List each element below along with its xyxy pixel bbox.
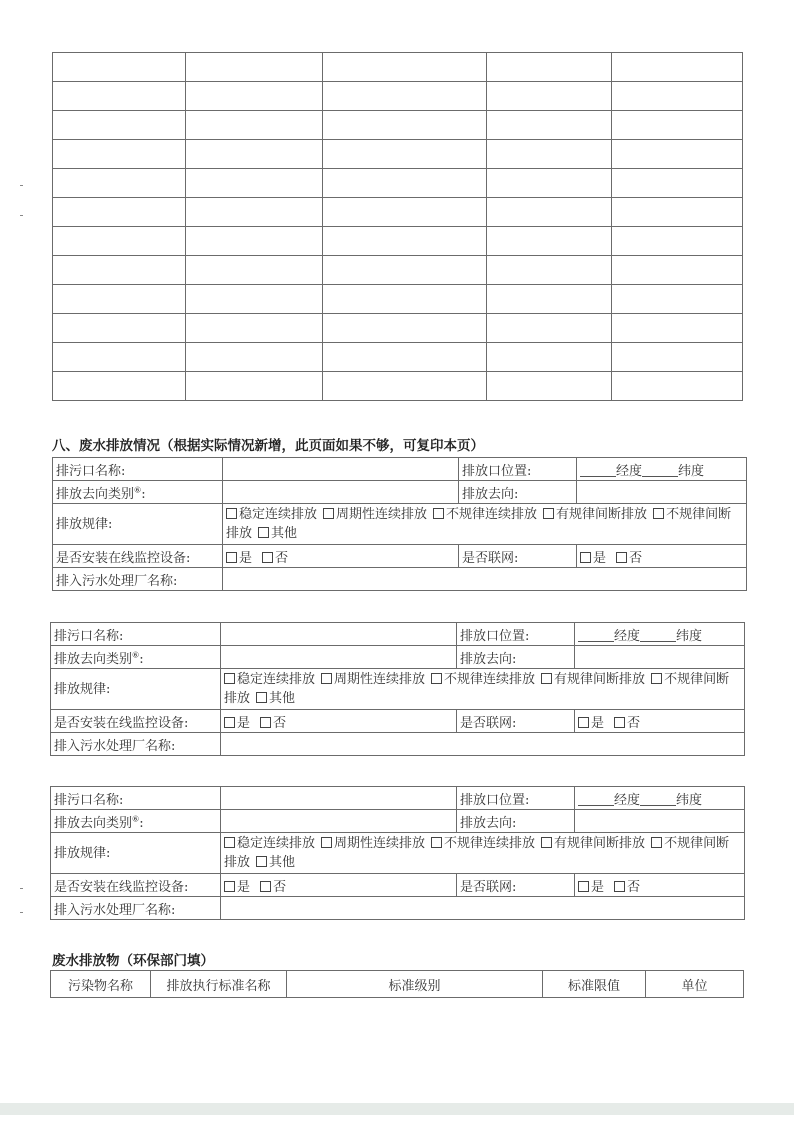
pollutant-header: 标准级别 [287, 971, 543, 998]
opt-periodic-checkbox[interactable]: 周期性连续排放 [323, 507, 427, 522]
blank-cell[interactable] [612, 169, 743, 198]
network-no-checkbox[interactable]: 否 [614, 880, 640, 895]
blank-row [53, 372, 743, 401]
outlet-name-field[interactable] [223, 458, 459, 481]
monitor-no-checkbox[interactable]: 否 [262, 551, 288, 566]
blank-row [53, 82, 743, 111]
pollutant-header: 污染物名称 [51, 971, 151, 998]
blank-row [53, 198, 743, 227]
blank-cell[interactable] [323, 314, 487, 343]
network-options [575, 710, 745, 733]
blank-cell[interactable] [487, 140, 612, 169]
opt-stable-checkbox[interactable]: 稳定连续排放 [224, 836, 315, 851]
blank-cell[interactable] [487, 372, 612, 401]
outlet-position-label: 排放口位置: [457, 623, 575, 646]
blank-cell[interactable] [487, 82, 612, 111]
blank-row [53, 343, 743, 372]
pattern-label: 排放规律: [51, 833, 221, 874]
blank-row [53, 256, 743, 285]
blank-cell[interactable] [323, 343, 487, 372]
blank-cell[interactable] [487, 256, 612, 285]
dest-field[interactable] [577, 481, 747, 504]
pollutant-header: 单位 [646, 971, 744, 998]
blank-cell[interactable] [612, 285, 743, 314]
blank-cell[interactable] [323, 285, 487, 314]
monitor-no-checkbox[interactable]: 否 [260, 716, 286, 731]
plant-field[interactable] [221, 897, 745, 920]
blank-cell[interactable] [53, 53, 186, 82]
blank-cell[interactable] [186, 53, 323, 82]
margin-mark [20, 215, 23, 216]
dest-field[interactable] [575, 810, 745, 833]
dest-type-field[interactable] [221, 810, 457, 833]
blank-cell[interactable] [487, 169, 612, 198]
monitor-no-checkbox[interactable]: 否 [260, 880, 286, 895]
blank-row [53, 111, 743, 140]
monitor-label: 是否安装在线监控设备: [51, 710, 221, 733]
outlet-table-1 [52, 457, 747, 591]
outlet-name-label: 排污口名称: [51, 787, 221, 810]
blank-data-table [52, 52, 743, 401]
dest-type-label: 排放去向类别⑥: [51, 810, 221, 833]
blank-cell[interactable] [53, 82, 186, 111]
blank-cell[interactable] [186, 285, 323, 314]
blank-cell[interactable] [487, 227, 612, 256]
blank-cell[interactable] [612, 372, 743, 401]
blank-cell[interactable] [186, 198, 323, 227]
blank-cell[interactable] [53, 169, 186, 198]
margin-mark [20, 888, 23, 889]
blank-cell[interactable] [186, 314, 323, 343]
dest-field[interactable] [575, 646, 745, 669]
blank-cell[interactable] [186, 343, 323, 372]
pollutant-table [50, 970, 744, 998]
dest-type-field[interactable] [221, 646, 457, 669]
plant-label: 排入污水处理厂名称: [51, 897, 221, 920]
blank-row [53, 169, 743, 198]
blank-cell[interactable] [53, 140, 186, 169]
blank-row [53, 53, 743, 82]
pattern-options [223, 504, 747, 545]
opt-irregular-intermittent-checkbox[interactable]: 不规律间断排放 [224, 836, 730, 870]
plant-field[interactable] [221, 733, 745, 756]
dest-label: 排放去向: [459, 481, 577, 504]
dest-label: 排放去向: [457, 810, 575, 833]
opt-irregular-checkbox[interactable]: 不规律连续排放 [431, 672, 535, 687]
pattern-options [221, 669, 745, 710]
blank-cell[interactable] [612, 82, 743, 111]
outlet-position-label: 排放口位置: [457, 787, 575, 810]
blank-cell[interactable] [323, 53, 487, 82]
blank-cell[interactable] [612, 227, 743, 256]
margin-mark [20, 185, 23, 186]
monitor-options [223, 545, 459, 568]
opt-regular-intermittent-checkbox[interactable]: 有规律间断排放 [541, 836, 645, 851]
pattern-label: 排放规律: [51, 669, 221, 710]
blank-cell[interactable] [612, 198, 743, 227]
monitor-yes-checkbox[interactable]: 是 [224, 880, 250, 895]
monitor-yes-checkbox[interactable]: 是 [224, 716, 250, 731]
network-options [577, 545, 747, 568]
blank-cell[interactable] [53, 314, 186, 343]
blank-cell[interactable] [323, 372, 487, 401]
outlet-name-field[interactable] [221, 623, 457, 646]
blank-cell[interactable] [612, 111, 743, 140]
blank-cell[interactable] [612, 140, 743, 169]
opt-other-checkbox[interactable]: 其他 [258, 526, 297, 541]
network-yes-checkbox[interactable]: 是 [580, 551, 606, 566]
pattern-options [221, 833, 745, 874]
pollutant-header: 排放执行标准名称 [151, 971, 287, 998]
monitor-label: 是否安装在线监控设备: [51, 874, 221, 897]
blank-cell[interactable] [487, 343, 612, 372]
network-no-checkbox[interactable]: 否 [616, 551, 642, 566]
blank-cell[interactable] [53, 372, 186, 401]
blank-cell[interactable] [53, 256, 186, 285]
blank-cell[interactable] [612, 256, 743, 285]
blank-cell[interactable] [323, 227, 487, 256]
opt-other-checkbox[interactable]: 其他 [256, 691, 295, 706]
opt-periodic-checkbox[interactable]: 周期性连续排放 [321, 672, 425, 687]
outlet-position-field[interactable]: 经度 纬度 [577, 458, 747, 481]
blank-cell[interactable] [186, 372, 323, 401]
blank-cell[interactable] [323, 111, 487, 140]
dest-type-label: 排放去向类别⑥: [51, 646, 221, 669]
section-title: 八、废水排放情况（根据实际情况新增，此页面如果不够，可复印本页） [52, 438, 484, 454]
blank-cell[interactable] [487, 53, 612, 82]
blank-cell[interactable] [186, 140, 323, 169]
blank-cell[interactable] [487, 198, 612, 227]
scan-edge-band [0, 1103, 794, 1115]
network-yes-checkbox[interactable]: 是 [578, 880, 604, 895]
outlet-position-field[interactable]: 经度 纬度 [575, 787, 745, 810]
blank-row [53, 140, 743, 169]
outlet-table-3 [50, 786, 745, 920]
outlet-position-field[interactable]: 经度 纬度 [575, 623, 745, 646]
network-no-checkbox[interactable]: 否 [614, 716, 640, 731]
plant-field[interactable] [223, 568, 747, 591]
network-label: 是否联网: [459, 545, 577, 568]
opt-irregular-checkbox[interactable]: 不规律连续排放 [431, 836, 535, 851]
blank-cell[interactable] [323, 198, 487, 227]
opt-regular-intermittent-checkbox[interactable]: 有规律间断排放 [543, 507, 647, 522]
blank-cell[interactable] [186, 256, 323, 285]
outlet-name-label: 排污口名称: [51, 623, 221, 646]
blank-cell[interactable] [53, 111, 186, 140]
monitor-yes-checkbox[interactable]: 是 [226, 551, 252, 566]
outlet-name-field[interactable] [221, 787, 457, 810]
outlet-position-label: 排放口位置: [459, 458, 577, 481]
pollutant-header: 标准限值 [543, 971, 646, 998]
opt-irregular-checkbox[interactable]: 不规律连续排放 [433, 507, 537, 522]
blank-cell[interactable] [186, 111, 323, 140]
opt-stable-checkbox[interactable]: 稳定连续排放 [226, 507, 317, 522]
blank-cell[interactable] [612, 314, 743, 343]
blank-cell[interactable] [487, 285, 612, 314]
blank-cell[interactable] [612, 343, 743, 372]
blank-cell[interactable] [323, 169, 487, 198]
monitor-options [221, 710, 457, 733]
network-label: 是否联网: [457, 874, 575, 897]
pattern-label: 排放规律: [53, 504, 223, 545]
margin-mark [20, 912, 23, 913]
dest-label: 排放去向: [457, 646, 575, 669]
blank-row [53, 314, 743, 343]
blank-cell[interactable] [186, 227, 323, 256]
blank-row [53, 227, 743, 256]
blank-cell[interactable] [53, 285, 186, 314]
outlet-table-2 [50, 622, 745, 756]
monitor-label: 是否安装在线监控设备: [53, 545, 223, 568]
blank-cell[interactable] [487, 111, 612, 140]
blank-cell[interactable] [323, 256, 487, 285]
opt-other-checkbox[interactable]: 其他 [256, 855, 295, 870]
blank-cell[interactable] [487, 314, 612, 343]
blank-row [53, 285, 743, 314]
blank-cell[interactable] [323, 140, 487, 169]
dest-type-field[interactable] [223, 481, 459, 504]
blank-cell[interactable] [53, 227, 186, 256]
blank-cell[interactable] [186, 82, 323, 111]
plant-label: 排入污水处理厂名称: [53, 568, 223, 591]
blank-cell[interactable] [323, 82, 487, 111]
network-options [575, 874, 745, 897]
pollutant-title: 废水排放物（环保部门填） [52, 953, 214, 969]
plant-label: 排入污水处理厂名称: [51, 733, 221, 756]
outlet-name-label: 排污口名称: [53, 458, 223, 481]
dest-type-label: 排放去向类别⑥: [53, 481, 223, 504]
network-yes-checkbox[interactable]: 是 [578, 716, 604, 731]
opt-periodic-checkbox[interactable]: 周期性连续排放 [321, 836, 425, 851]
opt-irregular-intermittent-checkbox[interactable]: 不规律间断排放 [226, 507, 732, 541]
blank-cell[interactable] [612, 53, 743, 82]
network-label: 是否联网: [457, 710, 575, 733]
monitor-options [221, 874, 457, 897]
opt-irregular-intermittent-checkbox[interactable]: 不规律间断排放 [224, 672, 730, 706]
blank-cell[interactable] [186, 169, 323, 198]
opt-regular-intermittent-checkbox[interactable]: 有规律间断排放 [541, 672, 645, 687]
opt-stable-checkbox[interactable]: 稳定连续排放 [224, 672, 315, 687]
blank-cell[interactable] [53, 198, 186, 227]
blank-cell[interactable] [53, 343, 186, 372]
